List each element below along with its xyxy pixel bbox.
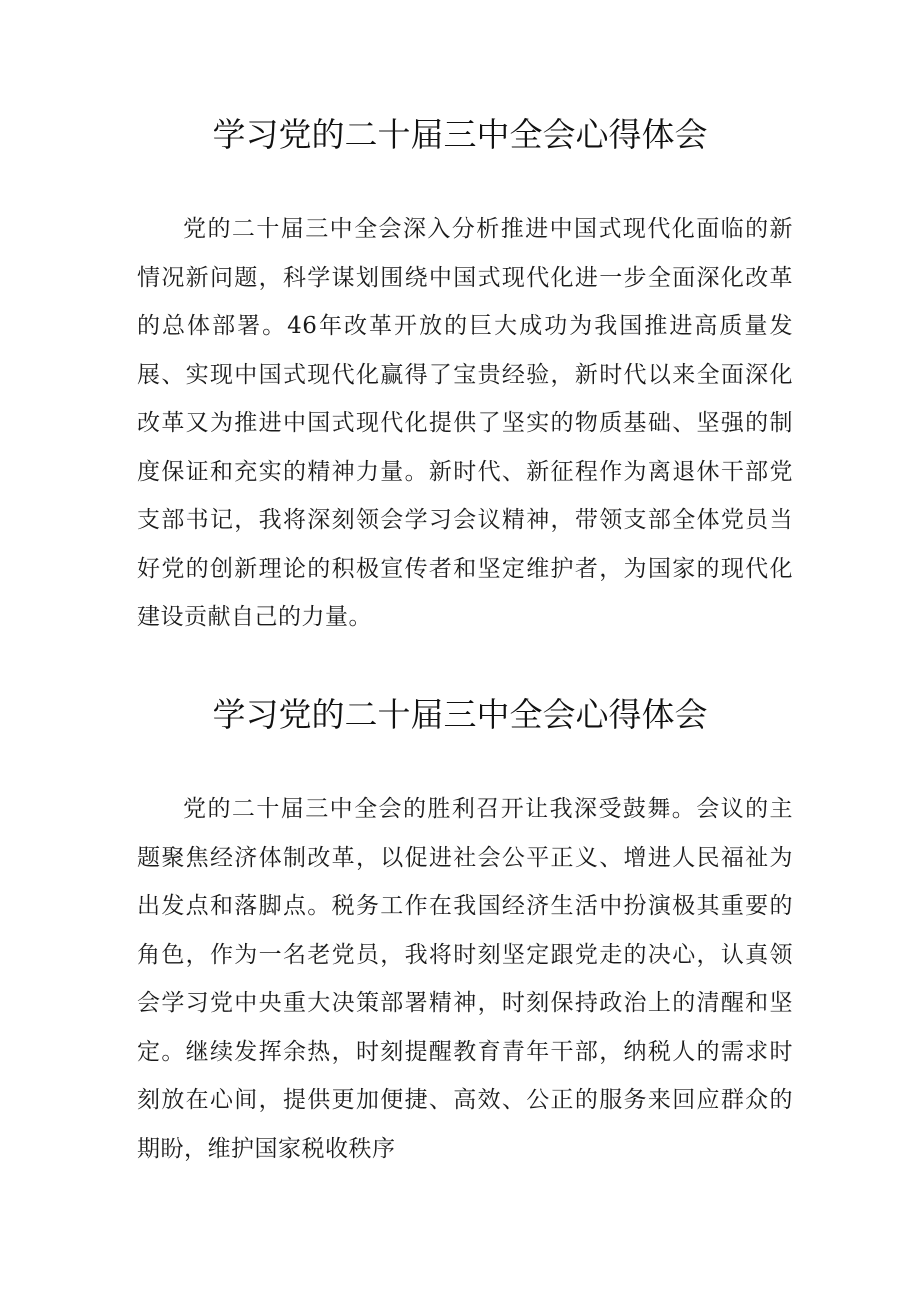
section-1-body: 党的二十届三中全会深入分析推进中国式现代化面临的新情况新问题，科学谋划围绕中国式现代化进一步全面深化改革的总体部署。46年改革开放的巨大成功为我国推进高质量发展、实现中国式现代化赢得了宝贵经验，新时代以来全面深化改革又为推进中国式现代化提供了坚实的物质基础、坚强的制度保证和充实的精神力量。新时代、新征程作为离退休干部党支部书记，我将深刻领会学习会议精神，带领支部全体党员当好党的创新理论的积极宣传者和坚定维护者，为国家的现代化建设贡献自己的力量。 — [137, 216, 793, 630]
section-2-title: 学习党的二十届三中全会心得体会 — [212, 695, 708, 734]
section-1-title: 学习党的二十届三中全会心得体会 — [212, 115, 708, 154]
section-2-body: 党的二十届三中全会的胜利召开让我深受鼓舞。会议的主题聚焦经济体制改革，以促进社会公平正义、增进人民福祉为出发点和落脚点。税务工作在我国经济生活中扮演极其重要的角色，作为一名老党员，我将时刻坚定跟党走的决心，认真领会学习党中央重大决策部署精神，时刻保持政治上的清醒和坚定。继续发挥余热，时刻提醒教育青年干部，纳税人的需求时刻放在心间，提供更加便捷、高效、公正的服务来回应群众的期盼，维护国家税收秩序 — [137, 796, 793, 1162]
